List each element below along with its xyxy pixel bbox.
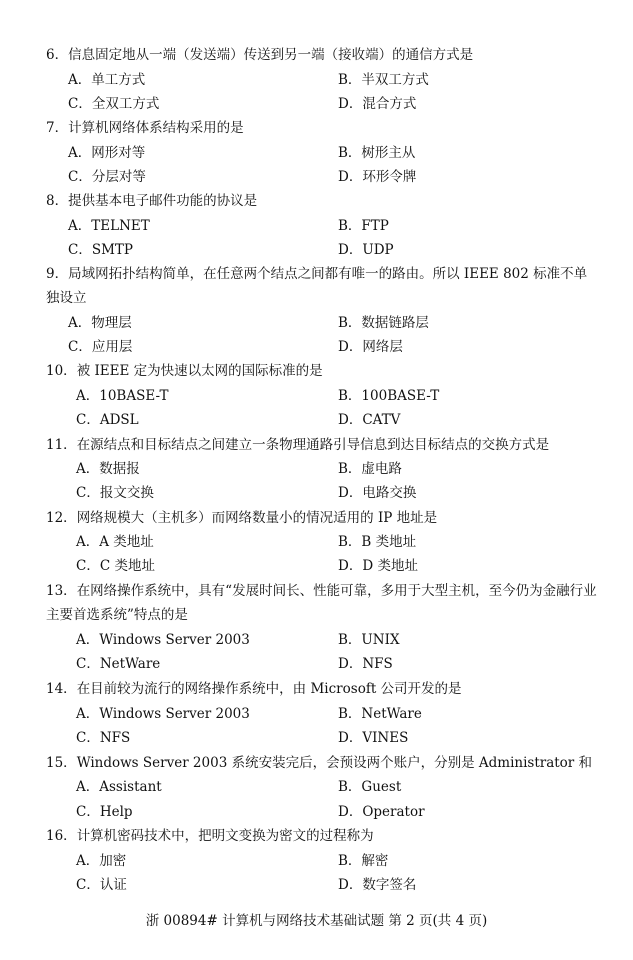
option-a bbox=[76, 777, 162, 797]
option-b bbox=[338, 313, 429, 333]
option-a bbox=[68, 70, 145, 90]
option-label: C． bbox=[68, 242, 92, 258]
option-label: B． bbox=[338, 72, 362, 88]
option-label: A． bbox=[76, 632, 100, 648]
option-c bbox=[76, 556, 155, 576]
option-a bbox=[68, 143, 145, 163]
question-9 bbox=[46, 262, 594, 310]
option-text: D 类地址 bbox=[362, 558, 418, 574]
option-text: Assistant bbox=[99, 779, 162, 795]
option-d bbox=[338, 483, 416, 503]
option-text: Windows Server 2003 bbox=[99, 632, 250, 648]
option-text: C 类地址 bbox=[99, 558, 155, 574]
question-13 bbox=[46, 579, 606, 627]
option-label: B． bbox=[338, 388, 362, 404]
option-text: 电路交换 bbox=[362, 485, 417, 501]
option-label: A． bbox=[76, 534, 100, 550]
question-number: 10． bbox=[46, 363, 77, 379]
question-stem: 在目前较为流行的网络操作系统中，由 Microsoft 公司开发的是 bbox=[76, 681, 462, 697]
option-c bbox=[76, 802, 133, 822]
question-7 bbox=[46, 116, 606, 140]
question-number: 13． bbox=[46, 583, 77, 599]
option-text: NFS bbox=[362, 656, 393, 672]
option-b bbox=[338, 216, 389, 236]
option-text: FTP bbox=[361, 218, 389, 234]
option-b bbox=[338, 532, 416, 552]
option-label: B． bbox=[338, 706, 362, 722]
option-a bbox=[68, 313, 132, 333]
question-number: 6． bbox=[46, 47, 69, 63]
option-d bbox=[338, 556, 418, 576]
option-a bbox=[76, 386, 169, 406]
option-c bbox=[76, 410, 139, 430]
question-stem: 计算机密码技术中，把明文变换为密文的过程称为 bbox=[76, 828, 374, 844]
option-label: B． bbox=[338, 218, 362, 234]
option-label: C． bbox=[76, 412, 100, 428]
question-stem: 网络规模大（主机多）而网络数量小的情况适用的 IP 地址是 bbox=[76, 510, 438, 526]
option-c bbox=[76, 875, 127, 895]
question-stem: 提供基本电子邮件功能的协议是 bbox=[68, 193, 258, 209]
option-text: 报文交换 bbox=[99, 485, 154, 501]
option-label: D． bbox=[338, 656, 363, 672]
option-label: D． bbox=[338, 877, 363, 893]
option-b bbox=[338, 630, 400, 650]
option-text: VINES bbox=[362, 730, 409, 746]
option-text: 100BASE-T bbox=[361, 388, 440, 404]
option-text: A 类地址 bbox=[99, 534, 154, 550]
option-d bbox=[338, 337, 403, 357]
option-a bbox=[68, 216, 150, 236]
option-label: B． bbox=[338, 534, 362, 550]
option-label: C． bbox=[76, 558, 100, 574]
option-text: Operator bbox=[362, 804, 425, 820]
option-label: C． bbox=[76, 804, 100, 820]
option-text: 解密 bbox=[361, 853, 389, 869]
question-stem: 局域网拓扑结构简单，在任意两个结点之间都有唯一的路由。所以 IEEE 802 标准不单独设立 bbox=[46, 266, 588, 306]
option-text: 认证 bbox=[99, 877, 127, 893]
question-number: 7． bbox=[46, 120, 69, 136]
option-label: C． bbox=[76, 877, 100, 893]
question-stem: 计算机网络体系结构采用的是 bbox=[68, 120, 244, 136]
question-number: 12． bbox=[46, 510, 77, 526]
option-c bbox=[68, 240, 133, 260]
option-text: Windows Server 2003 bbox=[99, 706, 250, 722]
option-c bbox=[68, 94, 159, 114]
option-d bbox=[338, 802, 425, 822]
option-text: CATV bbox=[362, 412, 401, 428]
option-label: A． bbox=[76, 706, 100, 722]
option-d bbox=[338, 240, 394, 260]
option-b bbox=[338, 459, 402, 479]
option-text: B 类地址 bbox=[361, 534, 417, 550]
option-text: 网形对等 bbox=[91, 145, 146, 161]
option-label: A． bbox=[68, 315, 92, 331]
question-6 bbox=[46, 43, 606, 67]
option-b bbox=[338, 851, 388, 871]
option-text: 环形令牌 bbox=[362, 169, 417, 185]
option-b bbox=[338, 70, 429, 90]
option-label: D． bbox=[338, 730, 363, 746]
question-14 bbox=[46, 677, 606, 701]
option-label: C． bbox=[76, 485, 100, 501]
option-label: C． bbox=[76, 730, 100, 746]
option-label: D． bbox=[338, 339, 363, 355]
option-c bbox=[68, 337, 132, 357]
option-a bbox=[76, 532, 154, 552]
option-label: A． bbox=[68, 72, 92, 88]
question-stem: Windows Server 2003 系统安装完后，会预设两个账户，分别是 Administrator 和 bbox=[76, 755, 593, 771]
option-b bbox=[338, 777, 401, 797]
option-d bbox=[338, 654, 393, 674]
question-8 bbox=[46, 189, 606, 213]
option-b bbox=[338, 386, 439, 406]
option-text: 分层对等 bbox=[91, 169, 146, 185]
option-label: A． bbox=[76, 388, 100, 404]
option-text: 树形主从 bbox=[361, 145, 416, 161]
option-text: 物理层 bbox=[91, 315, 132, 331]
option-text: 应用层 bbox=[91, 339, 133, 355]
question-stem: 信息固定地从一端（发送端）传送到另一端（接收端）的通信方式是 bbox=[68, 47, 474, 63]
option-a bbox=[76, 851, 126, 871]
option-label: B． bbox=[338, 853, 362, 869]
option-label: B． bbox=[338, 632, 362, 648]
option-label: D． bbox=[338, 169, 363, 185]
question-stem: 在源结点和目标结点之间建立一条物理通路引导信息到达目标结点的交换方式是 bbox=[76, 437, 550, 453]
option-label: A． bbox=[68, 218, 92, 234]
option-d bbox=[338, 167, 416, 187]
option-text: 网络层 bbox=[362, 339, 403, 355]
option-label: D． bbox=[338, 242, 363, 258]
option-label: A． bbox=[68, 145, 92, 161]
option-a bbox=[76, 459, 140, 479]
option-label: C． bbox=[68, 339, 92, 355]
option-text: 虚电路 bbox=[361, 461, 402, 477]
option-text: 10BASE-T bbox=[99, 388, 169, 404]
option-text: 加密 bbox=[99, 853, 127, 869]
option-text: Guest bbox=[361, 779, 402, 795]
question-number: 16． bbox=[46, 828, 77, 844]
option-label: C． bbox=[76, 656, 100, 672]
question-stem: 在网络操作系统中，具有“发展时间长、性能可靠，多用于大型主机，至今仍为金融行业主要首选系统”特点的是 bbox=[46, 583, 597, 623]
option-label: D． bbox=[338, 558, 363, 574]
option-label: D． bbox=[338, 96, 363, 112]
option-text: 数据报 bbox=[99, 461, 140, 477]
option-c bbox=[76, 654, 160, 674]
option-text: UNIX bbox=[361, 632, 400, 648]
option-text: NFS bbox=[99, 730, 131, 746]
option-label: A． bbox=[76, 853, 100, 869]
question-number: 8． bbox=[46, 193, 69, 209]
question-number: 14． bbox=[46, 681, 77, 697]
option-c bbox=[76, 728, 130, 748]
option-label: C． bbox=[68, 96, 92, 112]
option-d bbox=[338, 875, 416, 895]
option-label: A． bbox=[76, 779, 100, 795]
option-text: 半双工方式 bbox=[361, 72, 429, 88]
question-15 bbox=[46, 751, 606, 775]
option-text: 混合方式 bbox=[362, 96, 417, 112]
option-a bbox=[76, 630, 250, 650]
option-label: D． bbox=[338, 804, 363, 820]
option-text: Help bbox=[99, 804, 133, 820]
option-label: C． bbox=[68, 169, 92, 185]
question-number: 11． bbox=[46, 437, 77, 453]
option-d bbox=[338, 94, 416, 114]
option-text: 数据链路层 bbox=[361, 315, 429, 331]
option-text: 单工方式 bbox=[91, 72, 146, 88]
option-text: UDP bbox=[362, 242, 394, 258]
option-label: A． bbox=[76, 461, 100, 477]
option-text: TELNET bbox=[91, 218, 150, 234]
option-label: D． bbox=[338, 412, 363, 428]
option-d bbox=[338, 410, 400, 430]
option-text: ADSL bbox=[99, 412, 139, 428]
question-16 bbox=[46, 824, 606, 848]
option-d bbox=[338, 728, 408, 748]
option-label: B． bbox=[338, 461, 362, 477]
option-c bbox=[68, 167, 146, 187]
option-b bbox=[338, 704, 422, 724]
option-text: 全双工方式 bbox=[91, 96, 160, 112]
option-label: B． bbox=[338, 315, 362, 331]
option-text: 数字签名 bbox=[362, 877, 417, 893]
option-text: NetWare bbox=[361, 706, 422, 722]
question-12 bbox=[46, 506, 606, 530]
option-text: NetWare bbox=[99, 656, 161, 672]
option-label: B． bbox=[338, 779, 362, 795]
option-b bbox=[338, 143, 415, 163]
option-c bbox=[76, 483, 154, 503]
question-number: 15． bbox=[46, 755, 77, 771]
question-stem: 被 IEEE 定为快速以太网的国际标准的是 bbox=[76, 363, 323, 379]
page-footer: 浙 00894# 计算机与网络技术基础试题 第 2 页(共 4 页) bbox=[145, 913, 488, 929]
question-number: 9． bbox=[46, 266, 69, 282]
question-11 bbox=[46, 433, 606, 457]
option-label: B． bbox=[338, 145, 362, 161]
option-a bbox=[76, 704, 250, 724]
option-text: SMTP bbox=[91, 242, 134, 258]
option-label: D． bbox=[338, 485, 363, 501]
question-10 bbox=[46, 359, 606, 383]
